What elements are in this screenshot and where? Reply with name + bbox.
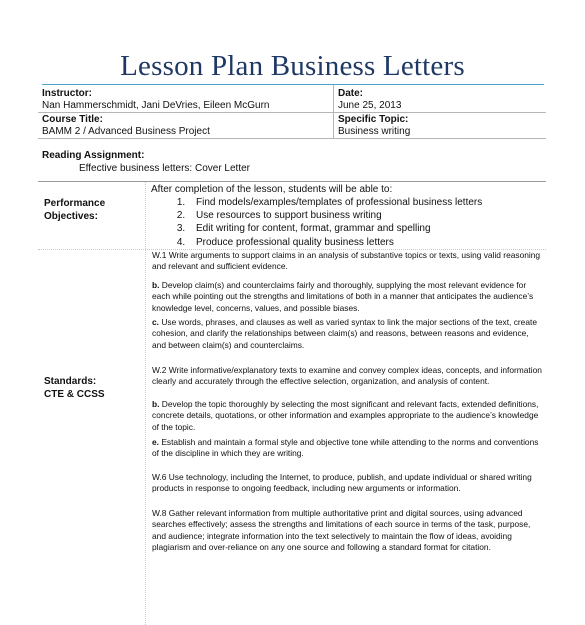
objectives-intro: After completion of the lesson, students will be able to: xyxy=(151,184,393,195)
standard-w2-e-label: e. xyxy=(152,437,159,447)
course-title-label: Course Title: xyxy=(42,114,103,125)
standard-w2-b-label: b. xyxy=(152,399,160,409)
date-value: June 25, 2013 xyxy=(338,100,402,111)
objectives-label-line1: Performance xyxy=(44,198,106,209)
standard-w2 xyxy=(152,365,544,388)
date-label: Date: xyxy=(338,88,364,99)
standard-w1-text: W.1 Write arguments to support claims in an analysis of substantive topics or texts, using valid reasoning and relevant and sufficient evidence. xyxy=(152,250,541,272)
standard-w1-c-text: Use words, phrases, and clauses as well as varied syntax to link the major sections of the text, create cohesion, and clarify the relationships between claim(s) and reasons, between reasons and evidence, and between claim(s) and counterclaims. xyxy=(152,317,537,350)
list-item: 2. Use resources to support business writing xyxy=(188,209,482,222)
standard-w2-e xyxy=(152,437,544,460)
standard-w1-b-text: Develop claim(s) and counterclaims fairly and thoroughly, supplying the most relevant evidence for each while pointing out the strengths and limitations of both in a manner that anticipates the audience’s knowledge level, concerns, values, and possible biases. xyxy=(152,280,534,313)
standard-w6 xyxy=(152,472,544,495)
objectives-label-line2: Objectives: xyxy=(44,211,98,222)
standard-w2-b-text: Develop the topic thoroughly by selecting the most significant and relevant facts, extended definitions, concrete details, quotations, or other information and examples appropriate to the audience’s knowledge of the topic. xyxy=(152,399,539,432)
standards-label-line1: Standards: xyxy=(44,376,97,387)
standard-w1-c xyxy=(152,317,544,351)
standard-w2-b xyxy=(152,399,544,433)
objectives-list xyxy=(170,196,482,249)
page-title: Lesson Plan Business Letters xyxy=(120,50,465,82)
header-bottom-divider xyxy=(38,138,546,139)
standard-w6-text: W.6 Use technology, including the Internet, to produce, publish, and update individual or shared writing products in response to ongoing feedback, including new arguments or information. xyxy=(152,472,532,494)
standard-w1 xyxy=(152,250,544,273)
reading-divider xyxy=(38,181,546,182)
list-item: 3. Edit writing for content, format, grammar and spelling xyxy=(188,222,482,235)
standards-label-line2: CTE & CCSS xyxy=(44,389,105,400)
list-item: 1. Find models/examples/templates of professional business letters xyxy=(188,196,482,209)
standard-w1-c-label: c. xyxy=(152,317,159,327)
reading-assignment-label: Reading Assignment: xyxy=(42,150,145,161)
standard-w1-b xyxy=(152,280,544,314)
course-title-value: BAMM 2 / Advanced Business Project xyxy=(42,126,210,137)
instructor-value: Nan Hammerschmidt, Jani DeVries, Eileen McGurn xyxy=(42,100,270,111)
standard-w8 xyxy=(152,508,544,553)
specific-topic-value: Business writing xyxy=(338,126,411,137)
header-row-divider xyxy=(38,112,546,113)
instructor-label: Instructor: xyxy=(42,88,92,99)
standard-w2-text: W.2 Write informative/explanatory texts to examine and convey complex ideas, concepts, and information clearly and accurately through the effective selection, organization, and analysis of content. xyxy=(152,365,542,387)
standard-w8-text: W.8 Gather relevant information from multiple authoritative print and digital sources, using advanced searches effectively; assess the strengths and limitations of each source in terms of the task, purpose, and audience; integrate information into the text selectively to maintain the flow of ideas, avoiding plagiarism and over-reliance on any one source and following a standard format for citation. xyxy=(152,508,531,552)
specific-topic-label: Specific Topic: xyxy=(338,114,409,125)
standard-w1-b-label: b. xyxy=(152,280,160,290)
standard-w2-e-text: Establish and maintain a formal style and objective tone while attending to the norms and conventions of the discipline in which they are writing. xyxy=(152,437,539,459)
title-underline xyxy=(42,84,544,85)
list-item: 4. Produce professional quality business letters xyxy=(188,236,482,249)
reading-assignment-value: Effective business letters: Cover Letter xyxy=(79,163,251,174)
